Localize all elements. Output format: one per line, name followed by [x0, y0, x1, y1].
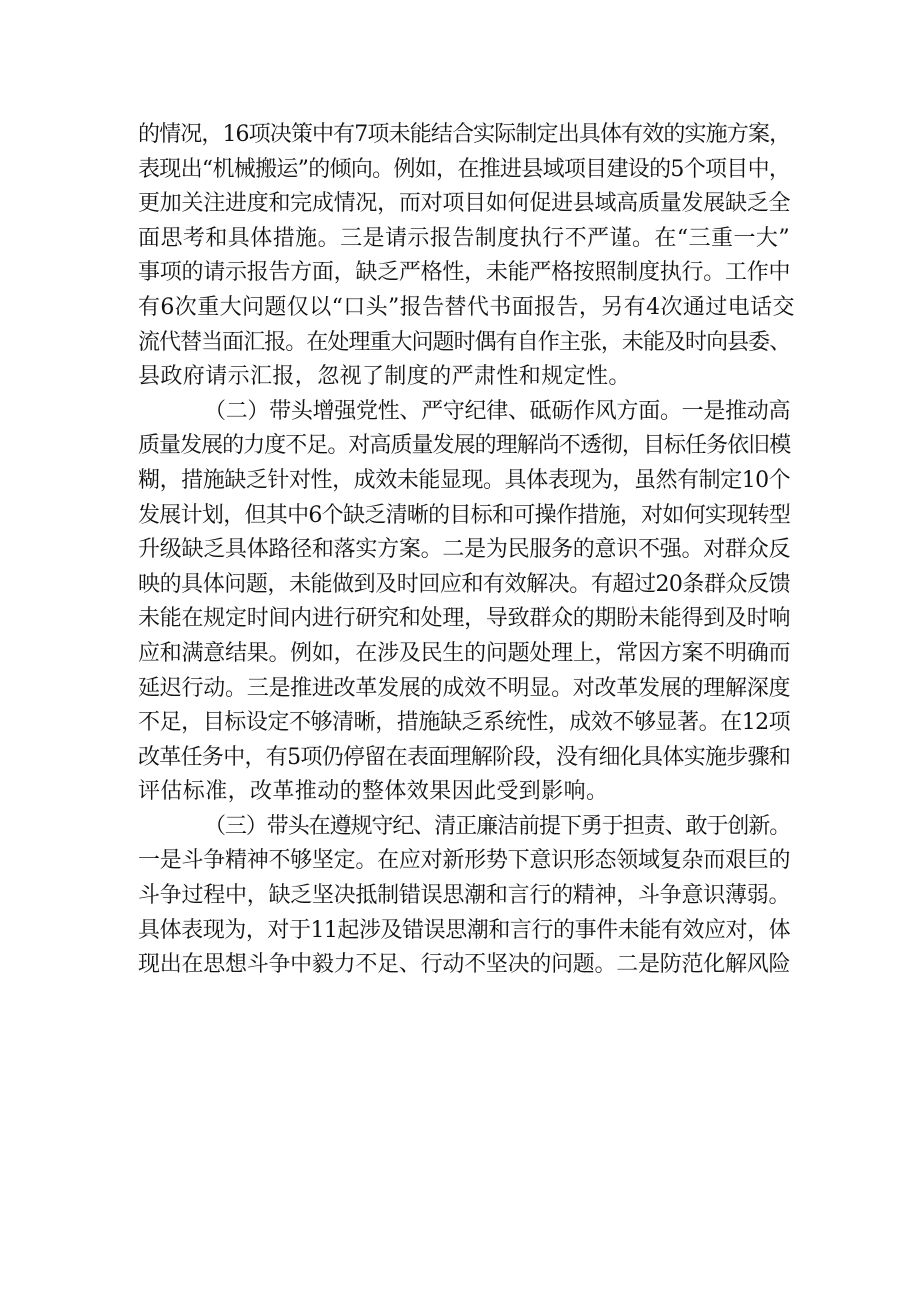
- text-line: 具体表现为，对于11起涉及错误思潮和言行的事件未能有效应对，体: [138, 917, 790, 943]
- text-line: 升级缺乏具体路径和落实方案。二是为民服务的意识不强。对群众反: [138, 537, 790, 563]
- text-line: 事项的请示报告方面，缺乏严格性，未能严格按照制度执行。工作中: [138, 260, 790, 286]
- text-line: 质量发展的力度不足。对高质量发展的理解尚不透彻，目标任务依旧模: [138, 433, 790, 459]
- text-line: 表现出“机械搬运”的倾向。例如，在推进县域项目建设的5个项目中，: [138, 156, 790, 182]
- text-line: 流代替当面汇报。在处理重大问题时偶有自作主张，未能及时向县委、: [138, 329, 790, 355]
- text-line: 糊，措施缺乏针对性，成效未能显现。具体表现为，虽然有制定10个: [138, 467, 790, 493]
- text-line: 斗争过程中，缺乏坚决抵制错误思潮和言行的精神，斗争意识薄弱。: [138, 883, 790, 909]
- text-line: 未能在规定时间内进行研究和处理，导致群众的期盼未能得到及时响: [138, 606, 790, 632]
- text-line: 映的具体问题，未能做到及时回应和有效解决。有超过20条群众反馈: [138, 571, 790, 597]
- text-line: 改革任务中，有5项仍停留在表面理解阶段，没有细化具体实施步骤和: [138, 744, 790, 770]
- paragraph-2: [138, 395, 790, 810]
- paragraph-3: [138, 810, 790, 983]
- paragraph-1: [138, 118, 795, 395]
- text-line: 应和满意结果。例如，在涉及民生的问题处理上，常因方案不明确而: [138, 640, 790, 666]
- text-line: 有6次重大问题仅以“口头”报告替代书面报告，另有4次通过电话交: [138, 294, 795, 320]
- document-body: [138, 118, 795, 983]
- text-line: 面思考和具体措施。三是请示报告制度执行不严谨。在“三重一大”: [138, 225, 790, 251]
- text-line: 评估标准，改革推动的整体效果因此受到影响。: [138, 779, 609, 805]
- text-line: （三）带头在遵规守纪、清正廉洁前提下勇于担责、敢于创新。: [204, 813, 790, 839]
- text-line: 的情况，16项决策中有7项未能结合实际制定出具体有效的实施方案，: [138, 122, 790, 147]
- text-line: （二）带头增强党性、严守纪律、砥砺作风方面。一是推动高: [204, 398, 790, 424]
- text-line: 发展计划，但其中6个缺乏清晰的目标和可操作措施，对如何实现转型: [138, 502, 790, 528]
- text-line: 延迟行动。三是推进改革发展的成效不明显。对改革发展的理解深度: [138, 675, 790, 701]
- text-line: 更加关注进度和完成情况，而对项目如何促进县域高质量发展缺乏全: [138, 191, 790, 217]
- text-line: 不足，目标设定不够清晰，措施缺乏系统性，成效不够显著。在12项: [138, 710, 790, 736]
- text-line: 一是斗争精神不够坚定。在应对新形势下意识形态领域复杂而艰巨的: [138, 848, 790, 874]
- text-line: 县政府请示汇报，忽视了制度的严肃性和规定性。: [138, 364, 631, 390]
- text-line: 现出在思想斗争中毅力不足、行动不坚决的问题。二是防范化解风险: [138, 952, 790, 978]
